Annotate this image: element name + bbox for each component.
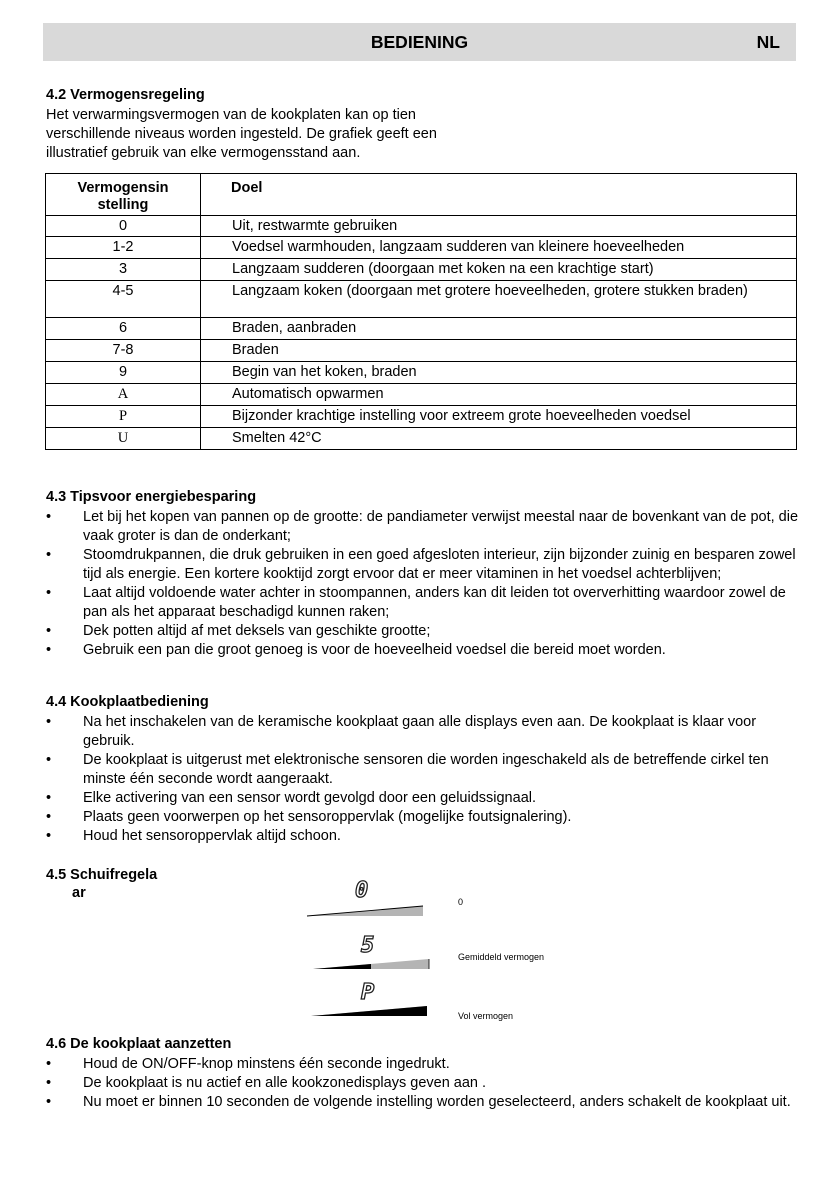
setting-cell: U [46, 428, 201, 450]
section-4-5-heading-cont: ar [72, 885, 86, 901]
bullet-icon: • [46, 1075, 52, 1091]
power-settings-table [45, 173, 797, 450]
bullet-icon: • [46, 642, 52, 658]
list-item-text: Gebruik een pan die groot genoeg is voor de hoeveelheid voedsel die bereid moet worden. [83, 642, 666, 658]
bullet-icon: • [46, 1056, 52, 1072]
section-4-3-heading: 4.3 Tipsvoor energiebesparing [46, 489, 257, 505]
list-item [46, 1093, 798, 1112]
section-4-5-heading: 4.5 Schuifregela [46, 867, 158, 883]
column-header-setting: Vermogensin stelling [46, 174, 201, 216]
bullet-icon: • [46, 1094, 52, 1110]
column-header-purpose: Doel [201, 174, 797, 216]
list-item-text: Houd de ON/OFF-knop minstens één seconde ingedrukt. [83, 1056, 450, 1072]
table-row [46, 384, 797, 406]
purpose-cell: Langzaam sudderen (doorgaan met koken na een krachtige start) [201, 259, 797, 281]
list-item-text: Let bij het kopen van pannen op de grootte: de pandiameter verwijst meestal naar de bovenkant van de pot, die vaak groter is dan de onderkant; [83, 509, 799, 544]
purpose-cell: Begin van het koken, braden [201, 362, 797, 384]
purpose-cell: Voedsel warmhouden, langzaam sudderen van kleinere hoeveelheden [201, 237, 797, 259]
purpose-cell: Automatisch opwarmen [201, 384, 797, 406]
table-row [46, 362, 797, 384]
purpose-cell: Smelten 42°C [201, 428, 797, 450]
list-item-text: Nu moet er binnen 10 seconden de volgende instelling worden geselecteerd, anders schakelt de kookplaat uit. [83, 1094, 791, 1110]
bullet-icon: • [46, 790, 52, 806]
slider-fill [311, 1006, 427, 1016]
page-header [43, 23, 796, 61]
table-row [46, 259, 797, 281]
list-item-text: Na het inschakelen van de keramische kookplaat gaan alle displays even aan. De kookplaat is klaar voor gebruik. [83, 714, 757, 749]
bullet-icon: • [46, 714, 52, 730]
list-item-text: Stoomdrukpannen, die druk gebruiken in een goed afgesloten interieur, zijn bijzonder zuinig en besparen zowel tijd als energie. Een kortere kooktijd zorgt ervoor dat er meer vitaminen in het voedsel achterblijven; [83, 547, 796, 582]
table-header-row [46, 174, 797, 216]
table-row [46, 340, 797, 362]
setting-cell: 9 [46, 362, 201, 384]
intro-line: verschillende niveaus worden ingesteld. De grafiek geeft een [46, 126, 437, 142]
section-4-6-heading: 4.6 De kookplaat aanzetten [46, 1036, 232, 1052]
list-item-text: Elke activering van een sensor wordt gevolgd door een geluidssignaal. [83, 790, 537, 806]
list-item [46, 508, 798, 546]
section-4-2-heading: 4.2 Vermogensregeling [46, 87, 205, 103]
table-row [46, 428, 797, 450]
slider-fill [313, 964, 371, 969]
list-item [46, 1055, 798, 1074]
intro-line: illustratief gebruik van elke vermogensstand aan. [46, 145, 361, 161]
hob-operation-list [46, 713, 798, 846]
bullet-icon: • [46, 809, 52, 825]
slider-label-0: 0 [458, 897, 464, 907]
list-item [46, 546, 798, 584]
purpose-cell: Braden, aanbraden [201, 318, 797, 340]
setting-cell: 6 [46, 318, 201, 340]
intro-line: Het verwarmingsvermogen van de kookplaten kan op tien [46, 107, 416, 123]
list-item-text: Laat altijd voldoende water achter in stoompannen, anders kan dit leiden tot oververhitting waardoor zowel de pan als het apparaat beschadigd kunnen raken; [83, 585, 786, 620]
slider-label-full: Vol vermogen [458, 1011, 514, 1021]
list-item-text: Plaats geen voorwerpen op het sensoroppervlak (mogelijke foutsignalering). [83, 809, 572, 825]
bullet-icon: • [46, 547, 52, 563]
bullet-icon: • [46, 752, 52, 768]
bullet-icon: • [46, 828, 52, 844]
page-title: BEDIENING [370, 32, 469, 52]
section-4-4-heading: 4.4 Kookplaatbediening [46, 694, 209, 710]
display-digit-5: 5 [361, 933, 375, 958]
list-item [46, 751, 798, 789]
setting-cell: 7-8 [46, 340, 201, 362]
list-item [46, 713, 798, 751]
list-item-text: Dek potten altijd af met deksels van geschikte grootte; [83, 623, 431, 639]
list-item-text: De kookplaat is nu actief en alle kookzonedisplays geven aan . [83, 1075, 487, 1091]
list-item-text: Houd het sensoroppervlak altijd schoon. [83, 828, 341, 844]
bullet-icon: • [46, 509, 52, 525]
section-4-2-intro [46, 106, 437, 163]
list-item-text: De kookplaat is uitgerust met elektronische sensoren die worden ingeschakeld als de betreffende cirkel ten minste één seconde wordt aangeraakt. [83, 752, 769, 787]
language-code: NL [756, 32, 780, 52]
list-item [46, 808, 798, 827]
setting-cell: A [46, 384, 201, 406]
slider-label-medium: Gemiddeld vermogen [458, 952, 545, 962]
purpose-cell: Langzaam koken (doorgaan met grotere hoeveelheden, grotere stukken braden) [201, 281, 797, 318]
setting-cell: 3 [46, 259, 201, 281]
setting-cell: P [46, 406, 201, 428]
table-row [46, 281, 797, 318]
slider-bar-p [309, 1004, 431, 1018]
purpose-cell: Uit, restwarmte gebruiken [201, 216, 797, 237]
switch-on-list [46, 1055, 798, 1112]
purpose-cell: Bijzonder krachtige instelling voor extreem grote hoeveelheden voedsel [201, 406, 797, 428]
purpose-cell: Braden [201, 340, 797, 362]
slider-bar-0 [305, 904, 427, 918]
bullet-icon: • [46, 623, 52, 639]
setting-cell: 0 [46, 216, 201, 237]
list-item [46, 622, 798, 641]
energy-tips-list [46, 508, 798, 660]
list-item [46, 584, 798, 622]
bullet-icon: • [46, 585, 52, 601]
display-digit-p: P [361, 980, 375, 1005]
list-item [46, 641, 798, 660]
table-row [46, 318, 797, 340]
list-item [46, 1074, 798, 1093]
table-row [46, 216, 797, 237]
setting-cell: 1-2 [46, 237, 201, 259]
table-row [46, 237, 797, 259]
display-digit-0: 0 [355, 878, 369, 903]
slider-bar-5 [311, 957, 433, 971]
list-item [46, 827, 798, 846]
setting-cell: 4-5 [46, 281, 201, 318]
list-item [46, 789, 798, 808]
table-row [46, 406, 797, 428]
